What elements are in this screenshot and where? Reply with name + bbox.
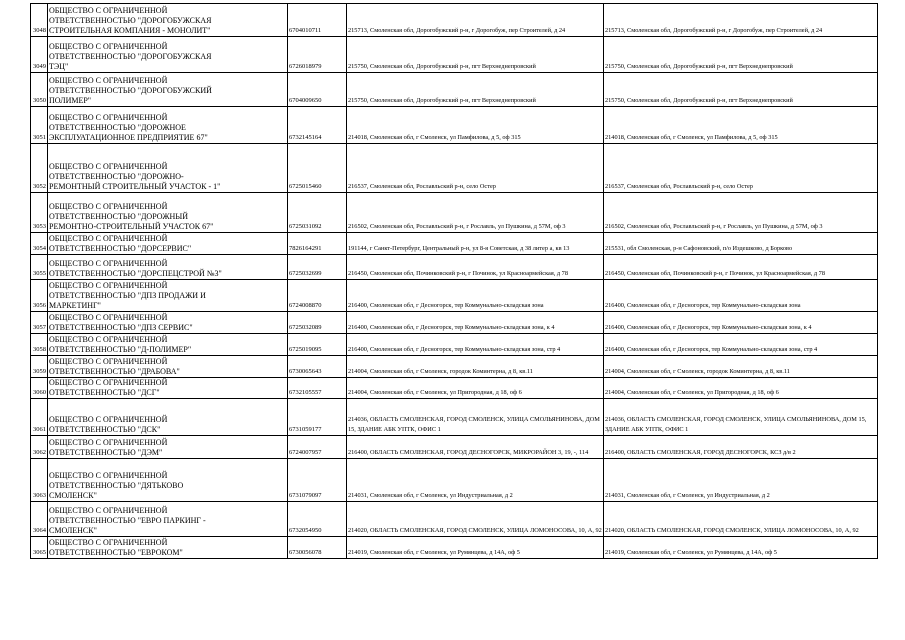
legal-address: 215713, Смоленская обл, Дорогобужский р-н, г Дорогобуж, пер Строителей, д 24 [347, 4, 604, 37]
registry-sheet [30, 3, 878, 559]
row-number: 3058 [31, 334, 48, 356]
organization-name: ОБЩЕСТВО С ОГРАНИЧЕННОЙ ОТВЕТСТВЕННОСТЬЮ "ДЯТЬКОВО СМОЛЕНСК" [48, 459, 288, 502]
organization-name: ОБЩЕСТВО С ОГРАНИЧЕННОЙ ОТВЕТСТВЕННОСТЬЮ "ДОРОЖНО- РЕМОНТНЫЙ СТРОИТЕЛЬНЫЙ УЧАСТОК - 1" [48, 144, 288, 193]
row-number: 3052 [31, 144, 48, 193]
row-number: 3054 [31, 233, 48, 255]
legal-address: 214036, ОБЛАСТЬ СМОЛЕНСКАЯ, ГОРОД СМОЛЕНСК, УЛИЦА СМОЛЬЯНИНОВА, ДОМ 15, ЗДАНИЕ АБК УПТК, ОФИС 1 [347, 399, 604, 436]
table-row [31, 255, 878, 280]
inn-number: 6725032089 [288, 312, 347, 334]
table-row [31, 436, 878, 459]
table-row [31, 193, 878, 233]
actual-address: 215713, Смоленская обл, Дорогобужский р-н, г Дорогобуж, пер Строителей, д 24 [604, 4, 878, 37]
table-row [31, 459, 878, 502]
legal-address: 191144, г Санкт-Петербург, Центральный р-н, ул 8-я Советская, д 38 литер а, кв 13 [347, 233, 604, 255]
row-number: 3057 [31, 312, 48, 334]
table-row [31, 37, 878, 73]
actual-address: 214019, Смоленская обл, г Смоленск, ул Румянцева, д 14А, оф 5 [604, 537, 878, 559]
actual-address: 214004, Смоленская обл, г Смоленск, городок Коминтерна, д 8, кв.11 [604, 356, 878, 378]
legal-address: 216502, Смоленская обл, Рославльский р-н, г Рославль, ул Пушкина, д 57М, оф 3 [347, 193, 604, 233]
actual-address: 214020, ОБЛАСТЬ СМОЛЕНСКАЯ, ГОРОД СМОЛЕНСК, УЛИЦА ЛОМОНОСОВА, 10, А, 92 [604, 502, 878, 537]
organization-name: ОБЩЕСТВО С ОГРАНИЧЕННОЙ ОТВЕТСТВЕННОСТЬЮ "ДСК" [48, 399, 288, 436]
actual-address: 216400, Смоленская обл, г Десногорск, тер Коммунально-складская зона, к 4 [604, 312, 878, 334]
inn-number: 6704009650 [288, 73, 347, 107]
inn-number: 6725019095 [288, 334, 347, 356]
inn-number: 6704010711 [288, 4, 347, 37]
legal-address: 216450, Смоленская обл, Починковский р-н, г Починок, ул Красноармейская, д 78 [347, 255, 604, 280]
organization-name: ОБЩЕСТВО С ОГРАНИЧЕННОЙ ОТВЕТСТВЕННОСТЬЮ "ДПЗ СЕРВИС" [48, 312, 288, 334]
organization-name: ОБЩЕСТВО С ОГРАНИЧЕННОЙ ОТВЕТСТВЕННОСТЬЮ "ДОРОГОБУЖСКАЯ ТЭЦ" [48, 37, 288, 73]
inn-number: 6732145164 [288, 107, 347, 144]
inn-number: 6730056078 [288, 537, 347, 559]
row-number: 3063 [31, 459, 48, 502]
table-row [31, 378, 878, 399]
actual-address: 216400, Смоленская обл, г Десногорск, тер Коммунально-складская зона, стр 4 [604, 334, 878, 356]
row-number: 3064 [31, 502, 48, 537]
legal-address: 214020, ОБЛАСТЬ СМОЛЕНСКАЯ, ГОРОД СМОЛЕНСК, УЛИЦА ЛОМОНОСОВА, 10, А, 92 [347, 502, 604, 537]
row-number: 3061 [31, 399, 48, 436]
table-row [31, 107, 878, 144]
inn-number: 6731059177 [288, 399, 347, 436]
organization-name: ОБЩЕСТВО С ОГРАНИЧЕННОЙ ОТВЕТСТВЕННОСТЬЮ "ДОРОГОБУЖСКИЙ ПОЛИМЕР" [48, 73, 288, 107]
legal-address: 214031, Смоленская обл, г Смоленск, ул Индустриальная, д 2 [347, 459, 604, 502]
actual-address: 216400, Смоленская обл, г Десногорск, тер Коммунально-складская зона [604, 280, 878, 312]
organization-name: ОБЩЕСТВО С ОГРАНИЧЕННОЙ ОТВЕТСТВЕННОСТЬЮ "ЕВРОКОМ" [48, 537, 288, 559]
actual-address: 215750, Смоленская обл, Дорогобужский р-н, пгт Верхнеднепровский [604, 73, 878, 107]
organization-name: ОБЩЕСТВО С ОГРАНИЧЕННОЙ ОТВЕТСТВЕННОСТЬЮ "ДЭМ" [48, 436, 288, 459]
inn-number: 6725031092 [288, 193, 347, 233]
table-row [31, 312, 878, 334]
row-number: 3053 [31, 193, 48, 233]
table-body [31, 4, 878, 559]
row-number: 3049 [31, 37, 48, 73]
legal-address: 214018, Смоленская обл, г Смоленск, ул Памфилова, д 5, оф 315 [347, 107, 604, 144]
actual-address: 216502, Смоленская обл, Рославльский р-н, г Рославль, ул Пушкина, д 57М, оф 3 [604, 193, 878, 233]
organization-name: ОБЩЕСТВО С ОГРАНИЧЕННОЙ ОТВЕТСТВЕННОСТЬЮ "ДОРОЖНЫЙ РЕМОНТНО-СТРОИТЕЛЬНЫЙ УЧАСТОК 67" [48, 193, 288, 233]
legal-address: 215750, Смоленская обл, Дорогобужский р-н, пгт Верхнеднепровский [347, 73, 604, 107]
actual-address: 214036, ОБЛАСТЬ СМОЛЕНСКАЯ, ГОРОД СМОЛЕНСК, УЛИЦА СМОЛЬЯНИНОВА, ДОМ 15, ЗДАНИЕ АБК УПТК, ОФИС 1 [604, 399, 878, 436]
organization-name: ОБЩЕСТВО С ОГРАНИЧЕННОЙ ОТВЕТСТВЕННОСТЬЮ "ДОРОГОБУЖСКАЯ СТРОИТЕЛЬНАЯ КОМПАНИЯ - МОНОЛИТ" [48, 4, 288, 37]
organization-name: ОБЩЕСТВО С ОГРАНИЧЕННОЙ ОТВЕТСТВЕННОСТЬЮ "ДСГ" [48, 378, 288, 399]
actual-address: 214004, Смоленская обл, г Смоленск, ул Пригородная, д 18, оф 6 [604, 378, 878, 399]
legal-address: 216400, Смоленская обл, г Десногорск, тер Коммунально-складская зона, к 4 [347, 312, 604, 334]
actual-address: 214018, Смоленская обл, г Смоленск, ул Памфилова, д 5, оф 315 [604, 107, 878, 144]
organization-name: ОБЩЕСТВО С ОГРАНИЧЕННОЙ ОТВЕТСТВЕННОСТЬЮ "ДПЗ ПРОДАЖИ И МАРКЕТИНГ" [48, 280, 288, 312]
actual-address: 214031, Смоленская обл, г Смоленск, ул Индустриальная, д 2 [604, 459, 878, 502]
row-number: 3048 [31, 4, 48, 37]
inn-number: 6732054950 [288, 502, 347, 537]
actual-address: 216450, Смоленская обл, Починковский р-н, г Починок, ул Красноармейская, д 78 [604, 255, 878, 280]
organization-name: ОБЩЕСТВО С ОГРАНИЧЕННОЙ ОТВЕТСТВЕННОСТЬЮ "ДОРСПЕЦСТРОЙ №3" [48, 255, 288, 280]
actual-address: 216537, Смоленская обл, Рославльский р-н, село Остер [604, 144, 878, 193]
row-number: 3065 [31, 537, 48, 559]
inn-number: 6725015460 [288, 144, 347, 193]
inn-number: 6724007957 [288, 436, 347, 459]
table-row [31, 280, 878, 312]
organization-name: ОБЩЕСТВО С ОГРАНИЧЕННОЙ ОТВЕТСТВЕННОСТЬЮ "ЕВРО ПАРКИНГ - СМОЛЕНСК" [48, 502, 288, 537]
organization-name: ОБЩЕСТВО С ОГРАНИЧЕННОЙ ОТВЕТСТВЕННОСТЬЮ "ДРАБОВА" [48, 356, 288, 378]
legal-address: 216400, ОБЛАСТЬ СМОЛЕНСКАЯ, ГОРОД ДЕСНОГОРСК, МИКРОРАЙОН 3, 19, -, 114 [347, 436, 604, 459]
inn-number: 7826164291 [288, 233, 347, 255]
organization-name: ОБЩЕСТВО С ОГРАНИЧЕННОЙ ОТВЕТСТВЕННОСТЬЮ "ДОРСЕРВИС" [48, 233, 288, 255]
legal-address: 214004, Смоленская обл, г Смоленск, городок Коминтерна, д 8, кв.11 [347, 356, 604, 378]
table-row [31, 334, 878, 356]
inn-number: 6724008870 [288, 280, 347, 312]
table-row [31, 233, 878, 255]
row-number: 3050 [31, 73, 48, 107]
legal-address: 215750, Смоленская обл, Дорогобужский р-н, пгт Верхнеднепровский [347, 37, 604, 73]
inn-number: 6732105557 [288, 378, 347, 399]
legal-address: 216400, Смоленская обл, г Десногорск, тер Коммунально-складская зона, стр 4 [347, 334, 604, 356]
inn-number: 6726018979 [288, 37, 347, 73]
inn-number: 6725032699 [288, 255, 347, 280]
table-row [31, 144, 878, 193]
row-number: 3062 [31, 436, 48, 459]
row-number: 3051 [31, 107, 48, 144]
legal-address: 216537, Смоленская обл, Рославльский р-н, село Остер [347, 144, 604, 193]
organization-name: ОБЩЕСТВО С ОГРАНИЧЕННОЙ ОТВЕТСТВЕННОСТЬЮ "Д-ПОЛИМЕР" [48, 334, 288, 356]
inn-number: 6731079097 [288, 459, 347, 502]
row-number: 3060 [31, 378, 48, 399]
table-row [31, 356, 878, 378]
legal-address: 214004, Смоленская обл, г Смоленск, ул Пригородная, д 18, оф 6 [347, 378, 604, 399]
table-row [31, 4, 878, 37]
row-number: 3055 [31, 255, 48, 280]
organization-name: ОБЩЕСТВО С ОГРАНИЧЕННОЙ ОТВЕТСТВЕННОСТЬЮ "ДОРОЖНОЕ ЭКСПЛУАТАЦИОННОЕ ПРЕДПРИЯТИЕ 67" [48, 107, 288, 144]
table-row [31, 537, 878, 559]
actual-address: 216400, ОБЛАСТЬ СМОЛЕНСКАЯ, ГОРОД ДЕСНОГОРСК, КСЗ д/в 2 [604, 436, 878, 459]
legal-address: 214019, Смоленская обл, г Смоленск, ул Румянцева, д 14А, оф 5 [347, 537, 604, 559]
actual-address: 215750, Смоленская обл, Дорогобужский р-н, пгт Верхнеднепровский [604, 37, 878, 73]
actual-address: 215531, обл Смоленская, р-н Сафоновский, п/о Издешково, д Борково [604, 233, 878, 255]
table-row [31, 502, 878, 537]
legal-address: 216400, Смоленская обл, г Десногорск, тер Коммунально-складская зона [347, 280, 604, 312]
inn-number: 6730065643 [288, 356, 347, 378]
organizations-table [30, 3, 878, 559]
row-number: 3059 [31, 356, 48, 378]
table-row [31, 399, 878, 436]
row-number: 3056 [31, 280, 48, 312]
table-row [31, 73, 878, 107]
